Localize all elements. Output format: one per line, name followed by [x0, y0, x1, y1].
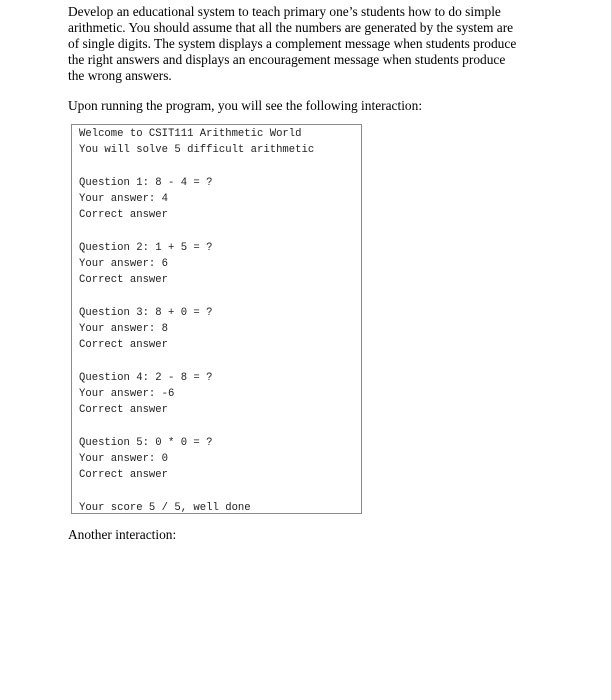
intro-line: of single digits. The system displays a complement message when students produce — [68, 36, 517, 51]
intro-paragraph — [68, 4, 546, 84]
console-question: Question 3: 8 + 0 = ? — [79, 307, 213, 319]
console-score: Your score 5 / 5, well done — [79, 502, 251, 514]
console-instruction: You will solve 5 difficult arithmetic — [79, 144, 315, 156]
lead-text: Upon running the program, you will see the following interaction: — [68, 98, 423, 113]
console-question: Question 4: 2 - 8 = ? — [79, 372, 213, 384]
intro-line: arithmetic. You should assume that all the numbers are generated by the system are — [68, 20, 514, 35]
console-question: Question 1: 8 - 4 = ? — [79, 177, 213, 189]
console-feedback: Correct answer — [79, 209, 169, 221]
console-feedback: Correct answer — [79, 469, 169, 481]
console-output-box — [71, 124, 362, 514]
console-welcome: Welcome to CSIT111 Arithmetic World — [79, 128, 302, 140]
console-feedback: Correct answer — [79, 274, 169, 286]
console-answer: Your answer: -6 — [79, 388, 175, 400]
console-question: Question 5: 0 * 0 = ? — [79, 437, 213, 449]
footer-text: Another interaction: — [68, 527, 177, 542]
console-question: Question 2: 1 + 5 = ? — [79, 242, 213, 254]
console-answer: Your answer: 8 — [79, 323, 169, 335]
console-feedback: Correct answer — [79, 339, 169, 351]
console-answer: Your answer: 6 — [79, 258, 169, 270]
console-feedback: Correct answer — [79, 404, 169, 416]
intro-line: Develop an educational system to teach primary one’s students how to do simple — [68, 4, 501, 19]
console-answer: Your answer: 0 — [79, 453, 169, 465]
console-answer: Your answer: 4 — [79, 193, 169, 205]
intro-line: the wrong answers. — [68, 68, 172, 83]
intro-line: the right answers and displays an encouragement message when students produce — [68, 52, 506, 67]
